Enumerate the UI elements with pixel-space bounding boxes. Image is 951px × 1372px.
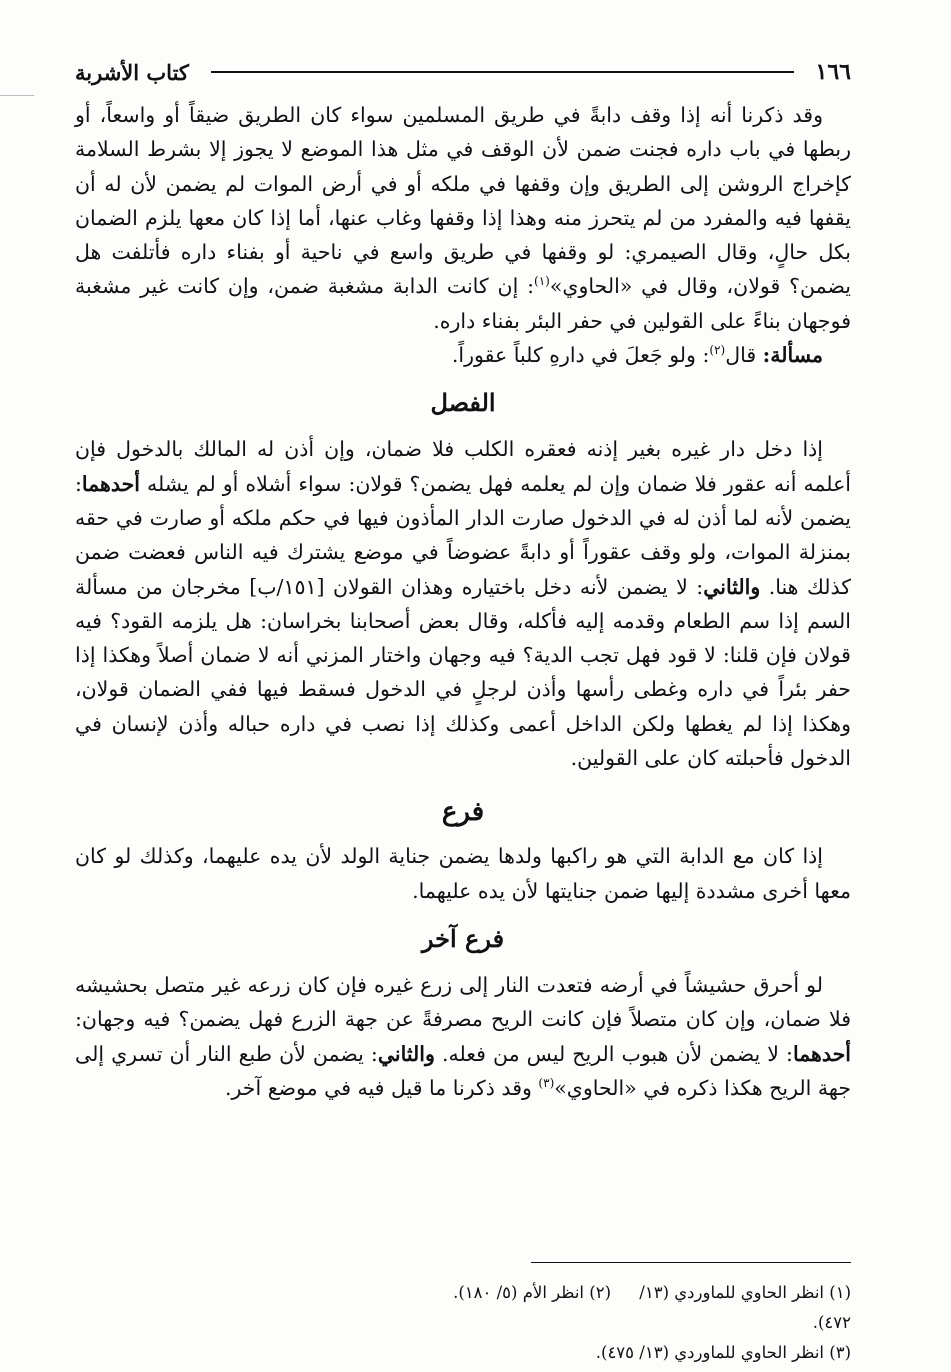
paragraph-1 — [75, 98, 851, 338]
paragraph-2 — [75, 432, 851, 775]
footnotes — [75, 1278, 851, 1368]
paragraph-4-thani: والثاني — [377, 1041, 435, 1066]
paragraph-2-ahaduhuma: أحدهما — [81, 471, 140, 496]
book-title: كتاب الأشربة — [75, 59, 189, 85]
footnote-2: (٢) انظر الأم (٥/ ١٨٠). — [453, 1283, 611, 1302]
page-number: ١٦٦ — [815, 59, 851, 85]
paragraph-4 — [75, 968, 851, 1105]
section-heading-far-akhar: فرع آخر — [421, 923, 505, 953]
footnote-rule — [531, 1262, 851, 1263]
paragraph-2-c: : لا يضمن لأنه دخل باختياره وهذان القولان [١٥١/ب] مخرجان من مسألة السم إذا سم الطعام وقدمه إليه فأكله، وقال بعض أصحابنا بخراسان: هل يلزمه القود؟ فيه قولان فإن قلنا: لا قود فهل تجب الدية؟ فيه وجهان واختار المزني أنه لا ضمان أصلاً وهكذا إذا حفر بئراً في داره وغطى رأسها وأذن لرجلٍ في الدخول فسقط فيها ففي الضمان قولان، وهكذا إذا لم يغطها ولكن الداخل أعمى وكذلك إذا نصب في داره حباله وأذن لإنسان في الدخول فأحبلته كان على القولين. — [75, 574, 851, 771]
paragraph-1-text: وقد ذكرنا أنه إذا وقف دابةً في طريق المسلمين سواء كان الطريق ضيقاً أو واسعاً، أو ربطها في باب داره فجنت ضمن لأن الوقف في مثل هذا الموضع لا يجوز إلا بشرط السلامة كإخراج الروشن إلى الطريق وإن وقفها في ملكه أو في أرض الموات لم يضمن لأن له أن يقفها فيه والمفرد من لم يتحرز منه وهذا إذا وقفها وغاب عنها، أما إذا كان معها يلزم الضمان بكل حالٍ، وقال الصيمري: لو وقفها في طريق واسع في ناحية أو بفناء داره فأتلفت هل يضمن؟ قولان، وقال في «الحاوي» — [75, 103, 851, 299]
masala-text-a: قال — [725, 343, 763, 368]
footnote-ref-3: (٣) — [538, 1076, 555, 1090]
masala-line — [75, 338, 851, 372]
header-rule — [211, 71, 794, 73]
masala-text-b: : ولو جَعلَ في دارهِ كلباً عقوراً. — [451, 343, 710, 368]
paragraph-4-ahaduhuma: أحدهما — [792, 1041, 851, 1066]
paragraph-4-b: : لا يضمن لأن هبوب الريح ليس من فعله. — [434, 1041, 793, 1066]
footnote-ref-1: (١) — [534, 274, 550, 289]
paragraph-4-c: : يضمن لأن طبع النار أن تسري إلى جهة الريح هكذا ذكره في «الحاوي» — [75, 1041, 851, 1100]
paragraph-3: إذا كان مع الدابة التي هو راكبها ولدها يضمن جناية الولد لأن يده عليهما، وكذلك لو كان معها أخرى مشددة إليها ضمن جنايتها لأن يده عليهما. — [75, 844, 851, 903]
section-heading-fasl: الفصل — [430, 388, 496, 418]
footnote-ref-2: (٢) — [709, 343, 726, 358]
footnote-1: (١) انظر الحاوي للماوردي (١٣/ ٤٧٢). — [639, 1283, 851, 1332]
page-header — [75, 52, 851, 92]
main-text — [75, 98, 851, 1105]
footnote-3: (٣) انظر الحاوي للماوردي (١٣/ ٤٧٥). — [595, 1343, 851, 1362]
masala-label: مسألة: — [762, 343, 823, 368]
section-heading-far: فرع — [441, 797, 485, 828]
paragraph-2-a: إذا دخل دار غيره بغير إذنه فعقره الكلب فلا ضمان، وإن أذن له المالك بالدخول فإن أعلمه أنه عقور فلا ضمان وإن لم يعلمه فهل يضمن؟ قولان: سواء أشلاه أو لم يشله — [75, 437, 851, 496]
paragraph-4-a: لو أحرق حشيشاً في أرضه فتعدت النار إلى زرع غيره فإن كان زرعه غير متصل بحشيشه فلا ضمان، وإن كان متصلاً فإن كانت الريح مصرفةً عن جهة الزرع فهل يضمن؟ فيه وجهان: — [75, 972, 851, 1032]
footnote-row-1 — [75, 1278, 851, 1338]
paragraph-1-tail: : إن كانت الدابة مشغبة ضمن، وإن كانت غير مشغبة فوجهان بناءً على القولين في حفر البئر بفناء داره. — [75, 274, 851, 333]
scan-edge-mark — [0, 95, 34, 96]
footnote-row-2 — [75, 1338, 851, 1368]
paragraph-2-thani: والثاني — [703, 574, 761, 599]
paragraph-4-d: وقد ذكرنا ما قيل فيه في موضع آخر. — [224, 1075, 539, 1100]
paragraph-2-b: : يضمن لأنه لما أذن له في الدخول صارت الدار المأذون فيها في حكم ملكه أو صارت في حقه بمنزلة الموات، ولو وقف عقوراً أو دابةً عضوضاً في موضع يشترك فيه الناس فعضت ضمن كذلك هنا. — [75, 471, 851, 599]
